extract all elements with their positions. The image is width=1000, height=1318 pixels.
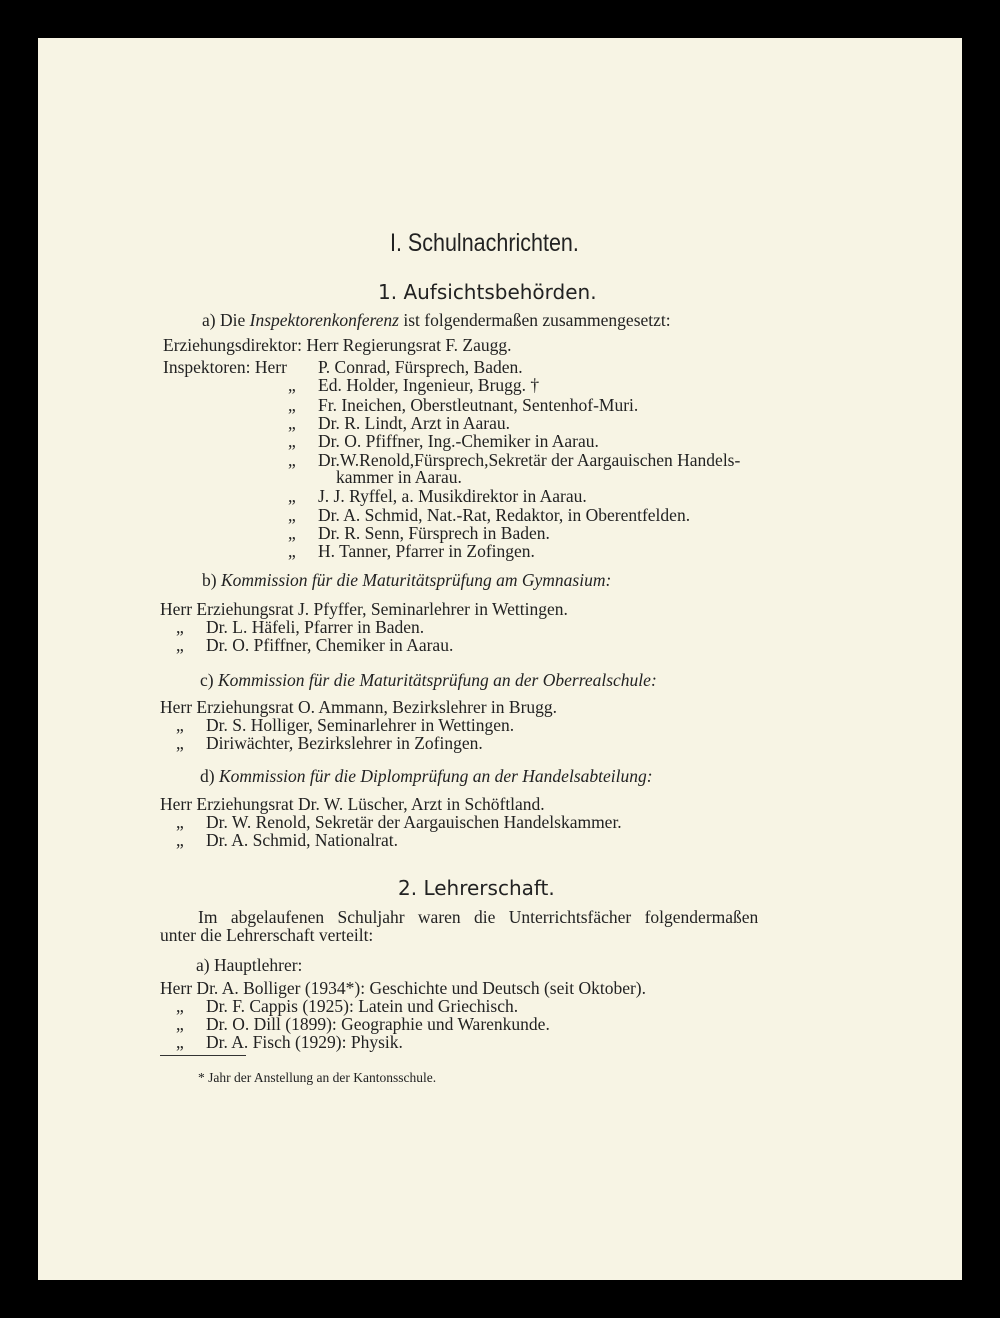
ditto-mark: „ — [176, 635, 184, 655]
text: b) — [202, 570, 217, 590]
ditto-mark: „ — [288, 450, 296, 470]
member-line: Herr Erziehungsrat Dr. W. Lüscher, Arzt in Schöftland. — [160, 794, 545, 814]
member-line — [176, 812, 622, 832]
inspectors-label: Inspektoren: Herr — [163, 357, 287, 377]
text: Dr. O. Dill (1899): Geographie und Warenkunde. — [206, 1014, 550, 1034]
member-line: Herr Erziehungsrat J. Pfyffer, Seminarlehrer in Wettingen. — [160, 599, 568, 619]
text: Dr. A. Schmid, Nationalrat. — [206, 830, 398, 850]
inspector-line-continuation: kammer in Aarau. — [336, 467, 462, 487]
inspector-line — [288, 431, 599, 451]
text: Dr. S. Holliger, Seminarlehrer in Wettingen. — [206, 715, 515, 735]
text: Dr. A. Fisch (1929): Physik. — [206, 1032, 403, 1052]
text: a) Die — [202, 310, 246, 330]
ditto-mark: „ — [176, 617, 184, 637]
page-title: I. Schulnachrichten. — [390, 229, 579, 257]
member-line — [176, 715, 514, 735]
text: Diriwächter, Bezirkslehrer in Zofingen. — [206, 733, 483, 753]
text: Dr. R. Senn, Fürsprech in Baden. — [318, 523, 550, 543]
ditto-mark: „ — [288, 523, 296, 543]
text: d) — [200, 766, 215, 786]
inspector-line: P. Conrad, Fürsprech, Baden. — [318, 357, 523, 377]
ditto-mark: „ — [288, 375, 296, 395]
section-heading-lehrerschaft: 2. Lehrerschaft. — [398, 876, 555, 900]
director-line: Erziehungsdirektor: Herr Regierungsrat F. Zaugg. — [163, 335, 512, 355]
teacher-line — [176, 1014, 550, 1034]
text: Dr. O. Pfiffner, Chemiker in Aarau. — [206, 635, 454, 655]
inspector-line — [288, 375, 539, 395]
ditto-mark: „ — [288, 395, 296, 415]
intro-line: unter die Lehrerschaft verteilt: — [160, 925, 374, 945]
inspector-line — [288, 486, 587, 506]
member-line — [176, 830, 398, 850]
paragraph-a — [202, 310, 671, 330]
text: ist folgendermaßen zusammengesetzt: — [403, 310, 671, 330]
ditto-mark: „ — [176, 996, 184, 1016]
ditto-mark: „ — [288, 413, 296, 433]
section-heading-aufsichtsbehoerden: 1. Aufsichtsbehörden. — [378, 280, 597, 304]
teacher-line: Herr Dr. A. Bolliger (1934*): Geschichte und Deutsch (seit Oktober). — [160, 978, 646, 998]
text: Dr. L. Häfeli, Pfarrer in Baden. — [206, 617, 425, 637]
italic-title: Kommission für die Maturitätsprüfung am Gymnasium: — [220, 570, 612, 590]
inspector-line — [288, 413, 510, 433]
ditto-mark: „ — [176, 812, 184, 832]
inspector-line — [288, 395, 638, 415]
text: Dr. A. Schmid, Nat.-Rat, Redaktor, in Oberentfelden. — [318, 505, 691, 525]
ditto-mark: „ — [176, 830, 184, 850]
ditto-mark: „ — [176, 733, 184, 753]
italic-title: Kommission für die Maturitätsprüfung an der Oberrealschule: — [217, 670, 657, 690]
inspector-line — [288, 505, 690, 525]
ditto-mark: „ — [288, 505, 296, 525]
italic-term: Inspektorenkonferenz — [249, 310, 399, 330]
member-line — [176, 733, 483, 753]
text: c) — [200, 670, 214, 690]
text: Dr. O. Pfiffner, Ing.-Chemiker in Aarau. — [318, 431, 599, 451]
member-line: Herr Erziehungsrat O. Ammann, Bezirkslehrer in Brugg. — [160, 697, 558, 717]
teacher-line — [176, 1032, 403, 1052]
text: Ed. Holder, Ingenieur, Brugg. † — [318, 375, 540, 395]
inspector-line — [288, 541, 535, 561]
text: H. Tanner, Pfarrer in Zofingen. — [318, 541, 535, 561]
text: Dr. F. Cappis (1925): Latein und Griechisch. — [206, 996, 519, 1016]
text: Dr. W. Renold, Sekretär der Aargauischen Handelskammer. — [206, 812, 622, 832]
subheading-d — [200, 766, 653, 786]
text: Fr. Ineichen, Oberstleutnant, Sentenhof-Muri. — [318, 395, 639, 415]
ditto-mark: „ — [288, 486, 296, 506]
footnote-rule — [160, 1055, 246, 1056]
italic-title: Kommission für die Diplomprüfung an der Handelsabteilung: — [218, 766, 653, 786]
ditto-mark: „ — [176, 1032, 184, 1052]
ditto-mark: „ — [288, 541, 296, 561]
member-line — [176, 635, 453, 655]
text: Dr.W.Renold,Fürsprech,Sekretär der Aargauischen Handels- — [318, 450, 741, 470]
subheading-c — [200, 670, 657, 690]
text: J. J. Ryffel, a. Musikdirektor in Aarau. — [318, 486, 587, 506]
ditto-mark: „ — [176, 1014, 184, 1034]
subheading-hauptlehrer: a) Hauptlehrer: — [196, 955, 303, 975]
ditto-mark: „ — [176, 715, 184, 735]
teacher-line — [176, 996, 518, 1016]
inspector-line — [288, 523, 550, 543]
intro-line: Im abgelaufenen Schuljahr waren die Unterrichtsfächer folgendermaßen — [198, 907, 759, 927]
text: Dr. R. Lindt, Arzt in Aarau. — [318, 413, 510, 433]
document-page — [38, 38, 962, 1280]
ditto-mark: „ — [288, 431, 296, 451]
member-line — [176, 617, 424, 637]
subheading-b — [202, 570, 611, 590]
footnote: * Jahr der Anstellung an der Kantonsschule. — [198, 1070, 437, 1085]
